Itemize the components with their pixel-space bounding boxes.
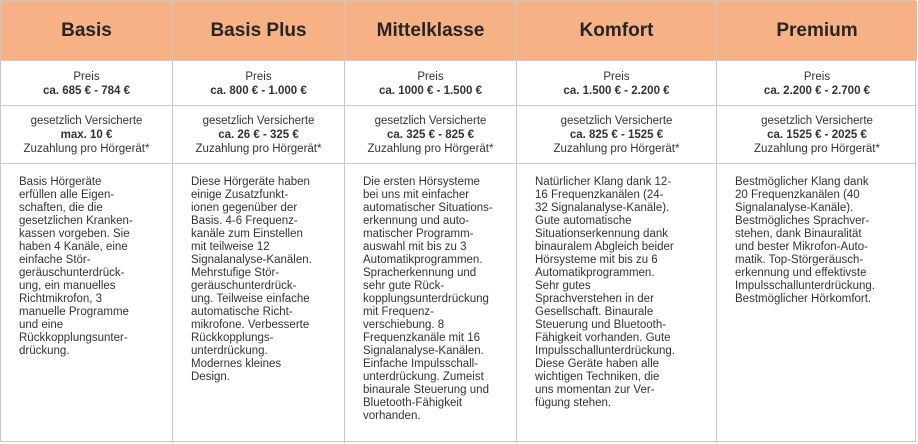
copay-note: Zuzahlung pro Hörgerät* (754, 143, 880, 155)
copay-value: ca. 825 € - 1525 € (569, 129, 664, 141)
copay-label: gesetzlich Versicherte (761, 115, 873, 127)
column-header-basis: Basis (1, 1, 173, 61)
copay-label: gesetzlich Versicherte (202, 115, 315, 127)
description-basis: Basis Hörgeräte erfüllen alle Eigen- schaften, die die gesetzlichen Kranken- kassen vorgeben. Sie haben 4 Kanäle, eine einfache Stör- geräuschunterdrück- ung, ein manuelles Richtmikrofon, 3 manuelle Programme und eine Rückkopplungsunter- drückung. (1, 164, 173, 443)
copay-cell-premium (717, 106, 917, 164)
copay-cell-komfort (517, 106, 717, 164)
copay-value: max. 10 € (60, 129, 113, 141)
copay-cell-basis-plus (173, 106, 345, 164)
copay-label: gesetzlich Versicherte (374, 115, 487, 127)
price-cell-mittelklasse (345, 61, 517, 106)
copay-note: Zuzahlung pro Hörgerät* (553, 143, 680, 155)
price-label: Preis (417, 71, 444, 83)
copay-label: gesetzlich Versicherte (560, 115, 673, 127)
copay-value: ca. 325 € - 825 € (387, 129, 474, 141)
price-label: Preis (803, 71, 831, 83)
description-komfort: Natürlicher Klang dank 12- 16 Frequenzkanälen (24- 32 Signalanalyse-Kanäle). Gute automatische Situationserkennung dank binauralem Abgleich beider Hörsysteme mit bis zu 6 Automatikprogrammen. Sehr gutes Sprachverstehen in der Gesellschaft. Binaurale Steuerung und Bluetooth- Fähigkeit vorhanden. Gute Impulsschallunterdrückung. Diese Geräte haben alle wichtigen Techniken, die uns momentan zur Ver- fügung stehen. (517, 164, 717, 443)
description-basis-plus: Diese Hörgeräte haben einige Zusatzfunkt- ionen gegenüber der Basis. 4-6 Frequenz- kanäle zum Einstellen mit teilweise 12 Signalanalyse-Kanälen. Mehrstufige Stör- geräuschunterdrück- ung. Teilweise einfache automatische Richt- mikrofone. Verbesserte Rückkopplungs- unterdrückung. Modernes kleines Design. (173, 164, 345, 443)
description-premium: Bestmöglicher Klang dank 20 Frequenzkanälen (40 Signalanalyse-Kanäle). Bestmögliches Sprachver- stehen, dank Binauralität und bester Mikrofon-Auto- matik. Top-Störgeräusch- erkennung und effektivste Impulsschallunterdrückung. Bestmöglicher Hörkomfort. (735, 176, 875, 305)
column-header-premium: Premium (717, 1, 917, 61)
price-label: Preis (73, 71, 100, 83)
price-value: ca. 2.200 € - 2.700 € (763, 85, 871, 97)
price-label: Preis (245, 71, 272, 83)
copay-label: gesetzlich Versicherte (30, 115, 143, 127)
column-header-komfort: Komfort (517, 1, 717, 61)
copay-value: ca. 1525 € - 2025 € (767, 129, 867, 141)
copay-note: Zuzahlung pro Hörgerät* (23, 143, 150, 155)
price-value: ca. 800 € - 1.000 € (210, 85, 307, 97)
price-value: ca. 1.500 € - 2.200 € (563, 85, 670, 97)
copay-note: Zuzahlung pro Hörgerät* (367, 143, 494, 155)
column-header-mittelklasse: Mittelklasse (345, 1, 517, 61)
copay-note: Zuzahlung pro Hörgerät* (195, 143, 322, 155)
column-header-basis-plus: Basis Plus (173, 1, 345, 61)
price-value: ca. 1000 € - 1.500 € (379, 85, 482, 97)
copay-cell-basis (1, 106, 173, 164)
copay-cell-mittelklasse (345, 106, 517, 164)
copay-value: ca. 26 € - 325 € (218, 129, 299, 141)
price-cell-komfort (517, 61, 717, 106)
description-mittelklasse: Die ersten Hörsysteme bei uns mit einfacher automatischer Situations- erkennung und auto- matischer Programm- auswahl mit bis zu 3 Automatikprogrammen. Spracherkennung und sehr gute Rück- kopplungsunterdrückung mit Frequenz- verschiebung. 8 Frequenzkanäle mit 16 Signalanalyse-Kanälen. Einfache Impulsschall- unterdrückung. Zumeist binaurale Steuerung und Bluetooth-Fähigkeit vorhanden. (345, 164, 517, 443)
price-cell-basis-plus (173, 61, 345, 106)
price-value: ca. 685 € - 784 € (43, 85, 130, 97)
price-label: Preis (603, 71, 630, 83)
price-cell-premium (717, 61, 917, 106)
price-cell-basis (1, 61, 173, 106)
